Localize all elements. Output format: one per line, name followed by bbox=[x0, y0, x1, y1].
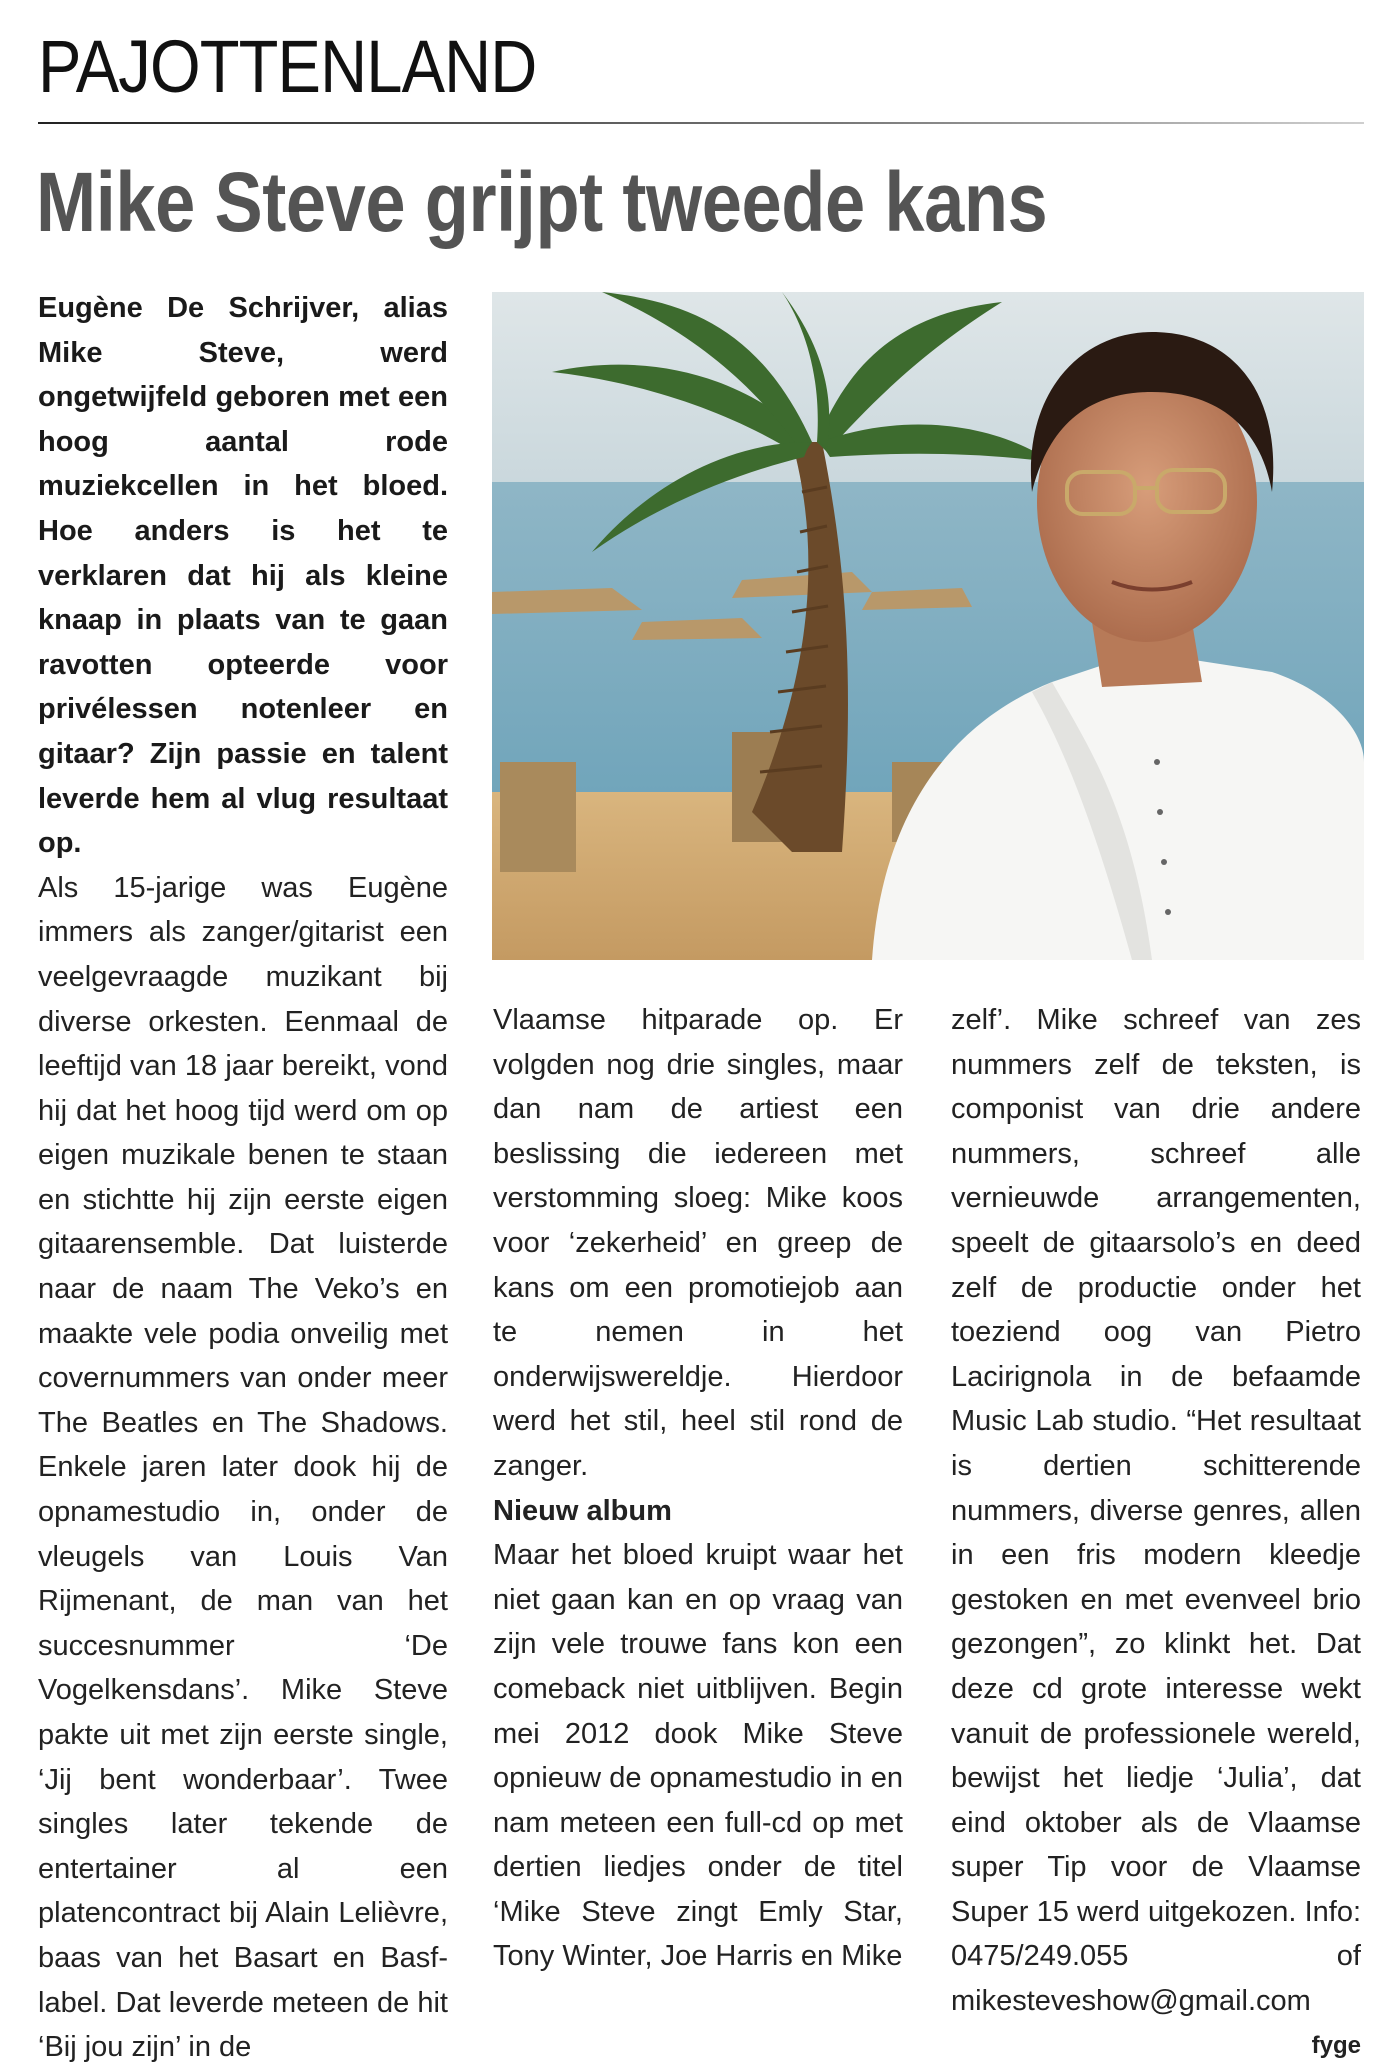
body-paragraph: Vlaamse hitparade op. Er volgden nog drie singles, maar dan nam de artiest een beslissing die iedereen met verstomming sloeg: Mike koos voor ‘zekerheid’ en greep de kans om een promotiejob aan te nemen in het onderwijswereldje. Hierdoor werd het stil, heel stil rond de zanger. bbox=[493, 1004, 903, 1482]
section-title: PAJOTTENLAND bbox=[38, 25, 537, 108]
intro-paragraph: Eugène De Schrijver, alias Mike Steve, werd ongetwijfeld geboren met een hoog aantal rode muziekcellen in het bloed. Hoe anders is het te verklaren dat hij als kleine knaap in plaats van te gaan ravotten opteerde voor privélessen notenleer en gitaar? Zijn passie en talent leverde hem al vlug resultaat op. bbox=[38, 292, 448, 860]
article-column-1 bbox=[38, 286, 448, 2070]
author-credit: fyge bbox=[1311, 2031, 1361, 2059]
article-column-2 bbox=[493, 998, 903, 1979]
body-text: zelf’. Mike schreef van zes nummers zelf de teksten, is componist van drie andere nummers, schreef alle vernieuwde arrangementen, speelt de gitaarsolo’s en deed zelf de productie onder het toeziend oog van Pietro Lacirignola in de befaamde Music Lab studio. “Het resultaat is dertien schitterende nummers, diverse genres, allen in een fris modern kleedje gestoken en met evenveel brio gezongen”, zo klinkt het. Dat deze cd grote interesse wekt vanuit de professionele wereld, bewijst het liedje ‘Julia’, dat eind oktober als de Vlaamse super Tip voor de Vlaamse Super 15 werd uitgekozen. Info: 0475/249.055 of mikesteveshow@gmail.com bbox=[951, 1004, 1361, 2018]
headline: Mike Steve grijpt tweede kans bbox=[36, 155, 1048, 249]
article-photo bbox=[492, 292, 1364, 960]
beach-portrait-image bbox=[492, 292, 1364, 960]
body-paragraph: Maar het bloed kruipt waar het niet gaan kan en op vraag van zijn vele trouwe fans kon een comeback niet uitblijven. Begin mei 2012 dook Mike Steve opnieuw de opnamestudio in en nam meteen een full-cd op met dertien liedjes onder de titel ‘Mike Steve zingt Emly Star, Tony Winter, Joe Harris en Mike bbox=[493, 1539, 903, 1973]
body-paragraph bbox=[951, 998, 1361, 2059]
subheading: Nieuw album bbox=[493, 1494, 672, 1527]
body-paragraph: Als 15-jarige was Eugène immers als zanger/gitarist een veelgevraagde muzikant bij diverse orkesten. Eenmaal de leeftijd van 18 jaar bereikt, vond hij dat het hoog tijd werd om op eigen muzikale benen te staan en stichtte hij zijn eerste eigen gitaarensemble. Dat luisterde naar de naam The Veko’s en maakte vele podia onveilig met covernummers van onder meer The Beatles en The Shadows. Enkele jaren later dook hij de opnamestudio in, onder de vleugels van Louis Van Rijmenant, de man van het succesnummer ‘De Vogelkensdans’. Mike Steve pakte uit met zijn eerste single, ‘Jij bent wonderbaar’. Twee singles later tekende de entertainer al een platencontract bij Alain Lelièvre, baas van het Basart en Basf-label. Dat leverde meteen de hit ‘Bij jou zijn’ in de bbox=[38, 871, 448, 2064]
section-rule bbox=[38, 122, 1364, 124]
article-column-3 bbox=[951, 998, 1361, 2068]
